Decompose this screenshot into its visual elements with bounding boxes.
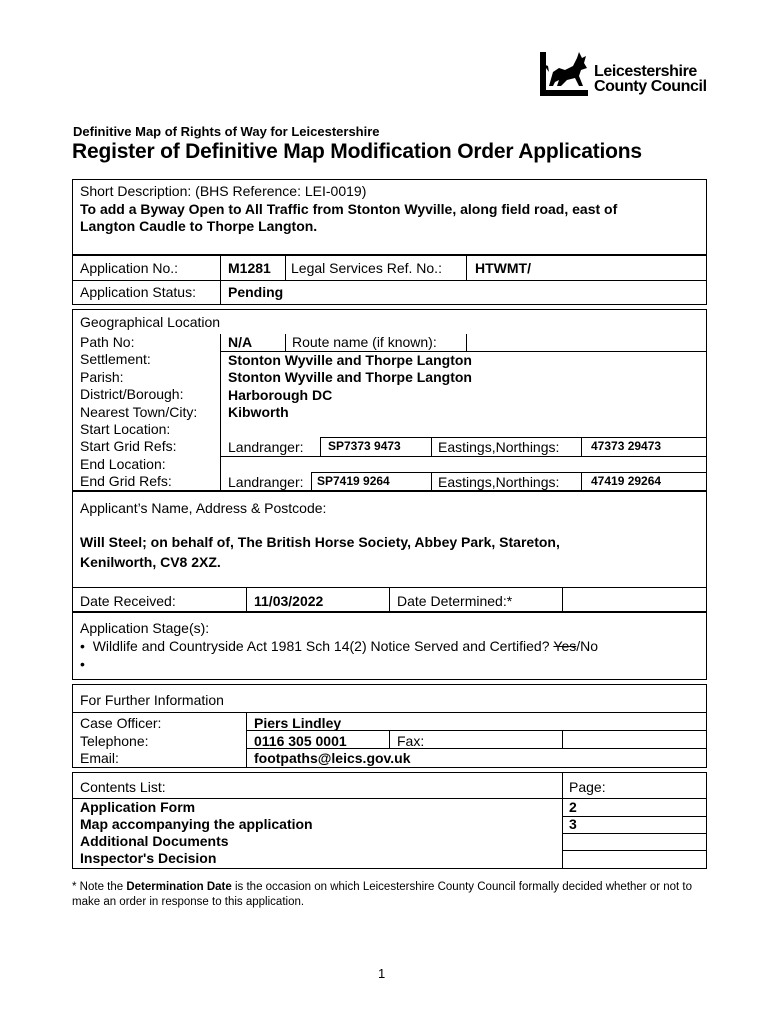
short-description-label: Short Description: (BHS Reference: LEI-0019) <box>80 183 367 199</box>
parish-label: Parish: <box>80 368 124 385</box>
stage-item-1-yes: Yes <box>553 638 577 654</box>
applicant-heading: Applicant’s Name, Address & Postcode: <box>80 500 327 516</box>
application-no-value: M1281 <box>228 260 271 276</box>
determination-footnote <box>72 880 712 910</box>
application-stages-box <box>72 612 707 680</box>
geographical-location-box <box>72 309 707 491</box>
start-location-label: Start Location: <box>80 421 171 438</box>
info-heading: For Further Information <box>80 692 224 708</box>
stage-item-1-text: Wildlife and Countryside Act 1981 Sch 14(2) Notice Served and Certified? <box>92 638 550 654</box>
contents-item-1: Application Form <box>80 799 196 815</box>
contents-item-4: Inspector's Decision <box>80 850 217 866</box>
end-landranger-label: Landranger: <box>228 474 304 490</box>
path-no-label: Path No: <box>80 334 135 350</box>
bullet: • <box>80 638 85 654</box>
stage-item-1-no: /No <box>576 638 599 654</box>
logo-line-2: County Council <box>594 78 707 95</box>
end-location-label: End Location: <box>80 455 166 472</box>
page-heading: Page: <box>569 779 606 795</box>
end-eastings-label: Eastings,Northings: <box>438 474 560 490</box>
description-line-2: Langton Caudle to Thorpe Langton. <box>80 218 318 234</box>
telephone-value: 0116 305 0001 <box>254 733 347 749</box>
contents-item-3: Additional Documents <box>80 833 229 849</box>
application-box <box>72 255 707 305</box>
footnote-prefix: * Note the <box>72 881 127 893</box>
bullet: • <box>80 656 85 672</box>
stage-item-2 <box>80 656 85 672</box>
start-eastings-value: 47373 29473 <box>591 439 662 453</box>
application-status-value: Pending <box>228 284 284 300</box>
applicant-line-1: Will Steel; on behalf of, The British Horse Society, Abbey Park, Stareton, <box>80 534 560 550</box>
description-line-1: To add a Byway Open to All Traffic from Stonton Wyville, along field road, east of <box>80 201 618 217</box>
legal-ref-value: HTWMT/ <box>475 260 531 276</box>
council-logo <box>539 50 711 100</box>
stages-heading: Application Stage(s): <box>80 620 210 636</box>
parish-value: Stonton Wyville and Thorpe Langton <box>228 369 472 385</box>
start-grid-refs-label: Start Grid Refs: <box>80 438 177 455</box>
nearest-town-value: Kibworth <box>228 404 289 420</box>
end-landranger-value: SP7419 9264 <box>317 474 390 488</box>
page-number: 1 <box>378 966 386 981</box>
start-landranger-label: Landranger: <box>228 439 304 455</box>
case-officer-value: Piers Lindley <box>254 715 342 731</box>
applicant-box <box>72 491 707 612</box>
geo-labels <box>80 334 197 491</box>
email-label: Email: <box>80 750 119 766</box>
contents-item-2: Map accompanying the application <box>80 816 313 832</box>
district-label: District/Borough: <box>80 386 184 403</box>
short-description-box <box>72 179 707 255</box>
email-value[interactable]: footpaths@leics.gov.uk <box>254 750 411 766</box>
footnote-suffix: is the occasion on which Leicestershire County Council formally decided whether or not to make an order in response to this application. <box>72 881 693 908</box>
geo-heading: Geographical Location <box>80 314 221 330</box>
nearest-town-label: Nearest Town/City: <box>80 403 198 420</box>
settlement-label: Settlement: <box>80 351 151 368</box>
start-landranger-value: SP7373 9473 <box>328 439 401 453</box>
date-received-value: 11/03/2022 <box>254 593 324 609</box>
application-no-label: Application No.: <box>80 260 179 276</box>
district-value: Harborough DC <box>228 387 333 403</box>
legal-ref-label: Legal Services Ref. No.: <box>291 260 442 276</box>
footnote-bold: Determination Date <box>126 881 232 893</box>
telephone-label: Telephone: <box>80 733 149 749</box>
date-received-label: Date Received: <box>80 593 176 609</box>
start-eastings-label: Eastings,Northings: <box>438 439 560 455</box>
settlement-value: Stonton Wyville and Thorpe Langton <box>228 352 472 368</box>
applicant-line-2: Kenilworth, CV8 2XZ. <box>80 554 221 570</box>
fox-emblem-icon <box>539 50 591 98</box>
logo-line-1: Leicestershire <box>594 63 697 80</box>
route-name-label: Route name (if known): <box>292 334 437 350</box>
path-no-value: N/A <box>228 334 253 350</box>
case-officer-label: Case Officer: <box>80 715 162 731</box>
application-status-label: Application Status: <box>80 284 196 300</box>
contents-list-box <box>72 772 707 869</box>
contents-item-1-page: 2 <box>569 799 577 815</box>
contents-item-2-page: 3 <box>569 816 577 832</box>
date-determined-label: Date Determined:* <box>397 593 513 609</box>
page-title: Register of Definitive Map Modification Order Applications <box>72 140 642 163</box>
further-information-box <box>72 684 707 768</box>
end-eastings-value: 47419 29264 <box>591 474 662 488</box>
stage-item-1 <box>80 638 598 654</box>
end-grid-refs-label: End Grid Refs: <box>80 473 172 490</box>
document-supertitle: Definitive Map of Rights of Way for Leicestershire <box>73 124 380 139</box>
fax-label: Fax: <box>397 733 425 749</box>
contents-heading: Contents List: <box>80 779 166 795</box>
